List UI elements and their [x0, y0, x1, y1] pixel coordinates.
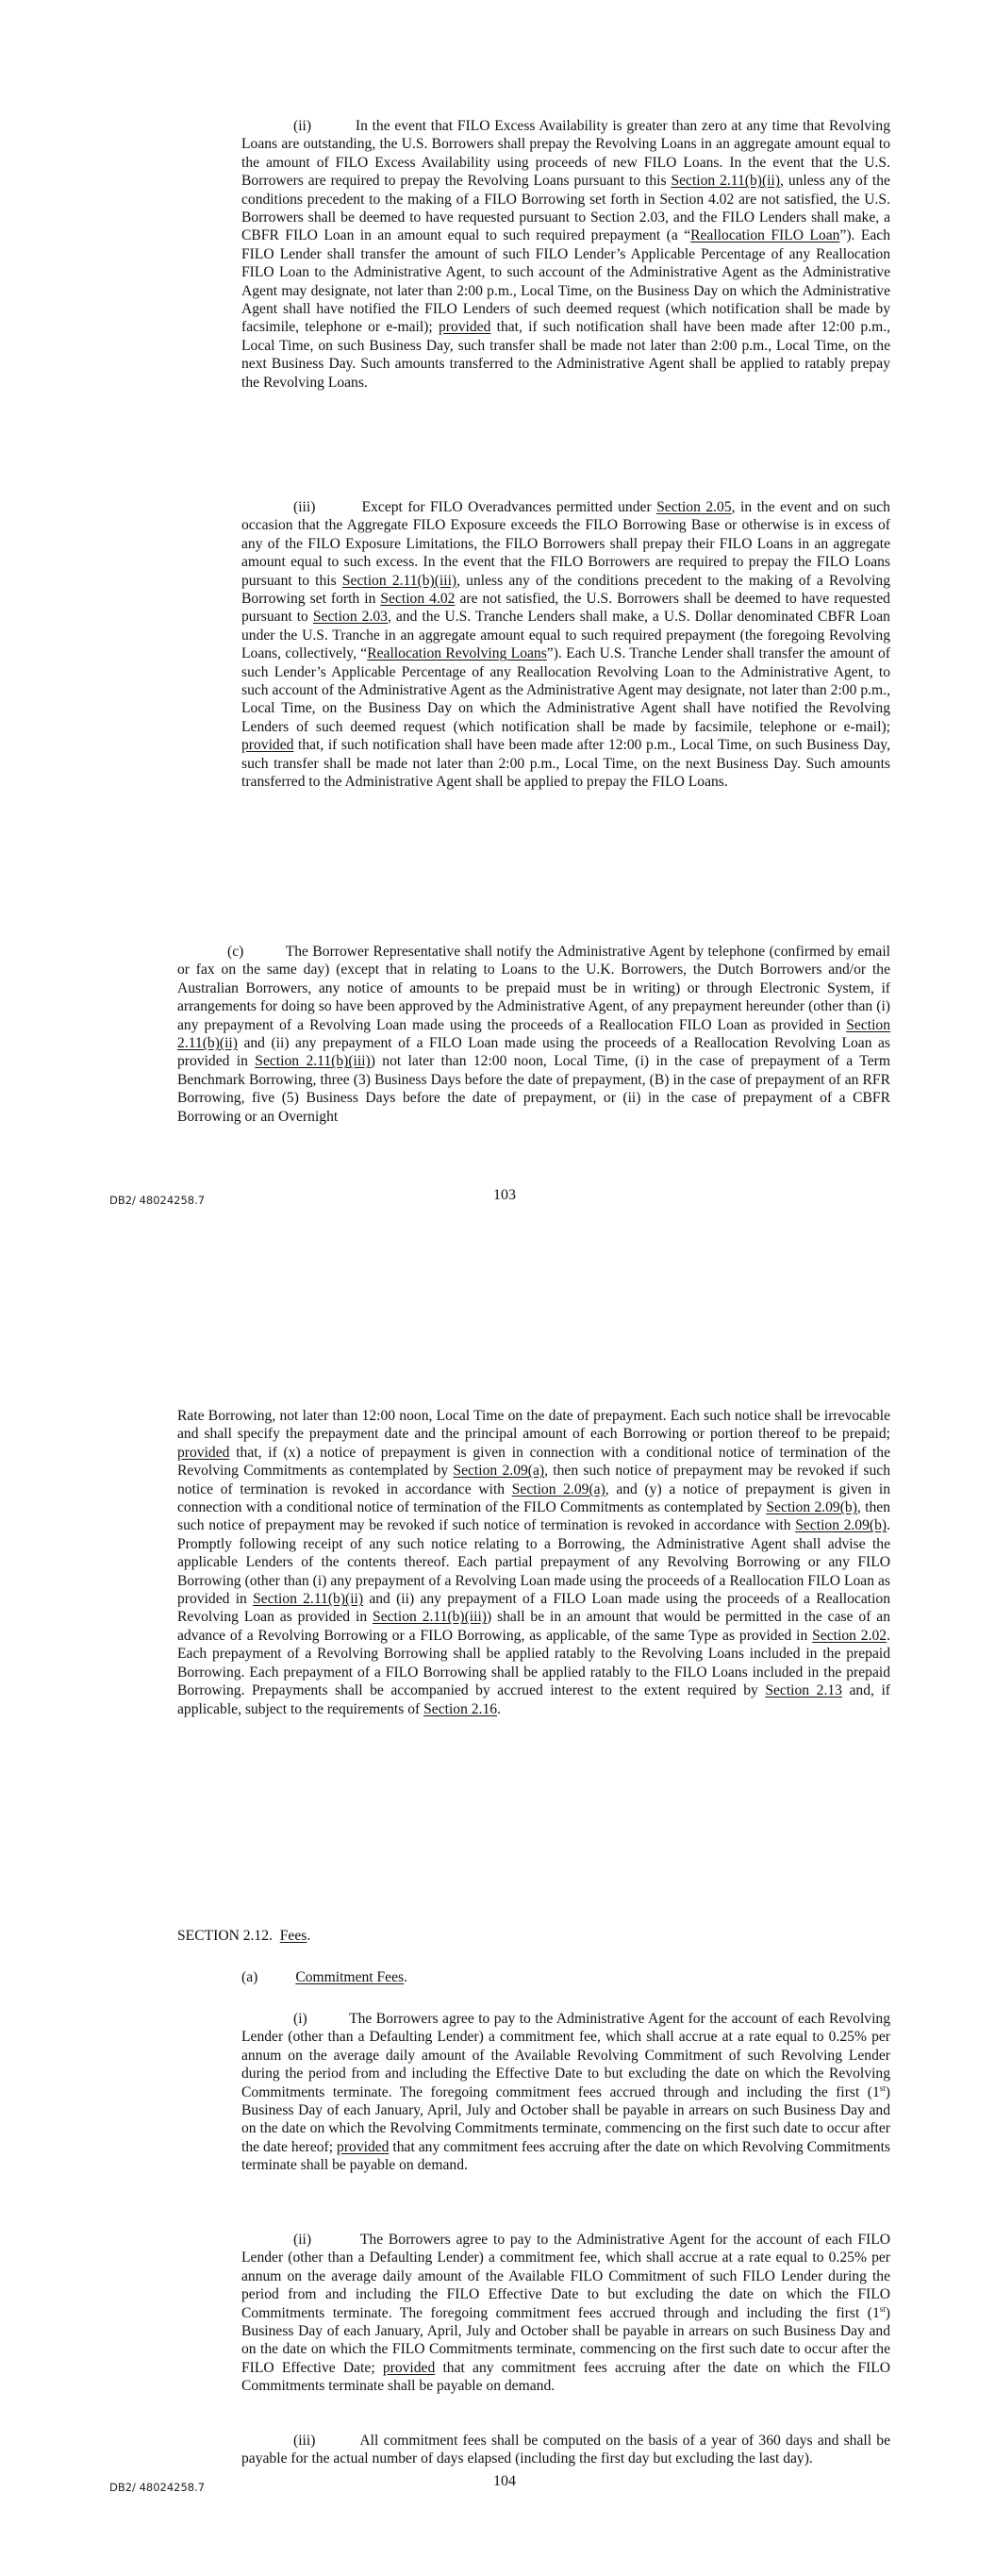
ordinal-superscript: st — [879, 2083, 886, 2093]
text-run: , unless any of the conditions precedent to the making of a Revolving Borrowing set forth in — [241, 572, 890, 608]
section-reference: Section 2.09(b) — [766, 1499, 857, 1516]
proviso-term: provided — [241, 737, 294, 754]
paragraph-marker: (i) — [293, 2011, 307, 2027]
text-run: and, if applicable, subject to the requirements of — [177, 1682, 890, 1717]
text-run: Rate Borrowing, not later than 12:00 noon, Local Time on the date of prepayment. Each such notice shall be irrevocable and shall specify the prepayment date and the principal amount of each Borrowing or portion thereof to be prepaid; — [177, 1408, 890, 1443]
section-reference: Section 2.09(a) — [511, 1480, 605, 1497]
section-reference: Section 2.11(b)(iii) — [255, 1053, 371, 1070]
document-id: DB2/ 48024258.7 — [109, 1194, 206, 1207]
text-run: and (ii) any prepayment of a FILO Loan made using the proceeds of a Reallocation Revolving Loan as provided in — [177, 1035, 890, 1070]
section-reference: Section 2.13 — [765, 1682, 842, 1699]
section-reference: Section 2.11(b)(iii) — [373, 1609, 487, 1626]
paragraph-marker: (iii) — [293, 499, 316, 515]
text-run: that, if such notification shall have been made after 12:00 p.m., Local Time, on such Business Day, such transfer shall be made not later than 2:00 p.m., Local Time, on the next Business Day. Such amounts transferred to the Administrative Agent shall be applied to ratably prepay the Revolving Loans. — [241, 319, 891, 391]
page-104 — [0, 1269, 995, 2576]
paragraph-marker: (c) — [227, 944, 244, 960]
text-run: In the event that FILO Excess Availability is greater than zero at any time that Revolving Loans are outstanding, the U.S. Borrowers shall prepay the Revolving Loans in an aggregate amount equal to the amount of FILO Excess Availability using proceeds of new FILO Loans. In the event that the U.S. Borrowers are required to prepay the Revolving Loans pursuant to this — [241, 118, 891, 190]
proviso-term: provided — [382, 2359, 436, 2376]
paragraph-marker: (iii) — [293, 2433, 316, 2449]
document-id: DB2/ 48024258.7 — [109, 2481, 206, 2494]
text-run: that any commitment fees accruing after the date on which Revolving Commitments terminate shall be payable on demand. — [241, 2138, 890, 2174]
text-run: , then such notice of prepayment may be revoked if such notice of termination is revoked in accordance with — [177, 1463, 890, 1497]
text-run: The Borrower Representative shall notify the Administrative Agent by telephone (confirmed by email or fax on the same day) (except that in relating to Loans to the U.K. Borrowers, the Dutch Borrowers and/or the Australian Borrowers, any notice of amounts to be prepaid must be in writing) or through Electronic System, if arrangements for doing so have been approved by the Administrative Agent, of any prepayment hereunder (other than (i) any prepayment of a Revolving Loan made using the proceeds of a Reallocation FILO Loan as provided in — [177, 944, 890, 1033]
heading-period: . — [404, 1969, 408, 1985]
text-run: All commitment fees shall be computed on the basis of a year of 360 days and shall be payable for the actual number of days elapsed (including the first day but excluding the last day). — [241, 2433, 890, 2467]
text-run: ) not later than 12:00 noon, Local Time, (i) in the case of prepayment of a Term Benchmark Borrowing, three (3) Business Days before the date of prepayment, (B) in the case of prepayment of an RFR Borrowing, five (5) Business Days before the date of prepayment, or (ii) in the case of prepayment of a CBFR Borrowing or an Overnight — [177, 1053, 890, 1125]
paragraph-marker: (a) — [241, 1969, 258, 1985]
paragraph-2-11-c — [177, 943, 890, 1126]
paragraph-2-12-a-iii — [241, 2432, 890, 2468]
section-heading — [177, 1927, 310, 1945]
section-reference: Section 2.02 — [812, 1627, 887, 1644]
text-run: , then such notice of prepayment may be revoked if such notice of termination is revoked in accordance with — [177, 1499, 890, 1534]
section-reference: Section 2.03 — [312, 609, 388, 626]
section-reference: Section 2.11(b)(ii) — [671, 173, 781, 190]
section-reference: Section 2.05 — [656, 499, 732, 515]
text-run: that, if such notification shall have been made after 12:00 p.m., Local Time, on such Business Day, such transfer shall be made not later than 2:00 p.m., Local Time, on the next Business Day. Such amounts transferred to the Administrative Agent shall be applied to prepay the FILO Loans. — [241, 737, 890, 791]
text-run: , and the U.S. Tranche Lenders shall make, a U.S. Dollar denominated CBFR Loan under the U.S. Tranche in an aggregate amount equal to such required prepayment (the foregoing Revolving Loans, collectively, “ — [241, 609, 890, 662]
text-run: that, if (x) a notice of prepayment is given in connection with a conditional notice of termination of the Revolving Commitments as contemplated by — [177, 1444, 890, 1480]
section-reference: Section 4.02 — [380, 591, 456, 608]
page-number: 104 — [493, 2473, 516, 2489]
page-103 — [0, 0, 995, 1269]
text-run: , unless any of the conditions precedent to the making of a FILO Borrowing set forth in Section 4.02 are not satisfied, the U.S. Borrowers shall be deemed to have requested pursuant to Section 2.03, and the FILO Lenders shall make, a CBFR FILO Loan in an amount equal to such required prepayment (a “ — [241, 173, 890, 244]
text-run: ) shall be in an amount that would be permitted in the case of an advance of a Revolving Borrowing or a FILO Borrowing, as applicable, of the same Type as provided in — [177, 1609, 891, 1644]
page-number: 103 — [493, 1187, 516, 1203]
paragraph-continuation — [177, 1407, 890, 1718]
section-number: SECTION 2.12. — [177, 1928, 273, 1944]
subsection-title: Commitment Fees — [295, 1969, 405, 1985]
section-reference: Section 2.11(b)(ii) — [253, 1591, 364, 1608]
text-run: and (ii) any prepayment of a FILO Loan made using the proceeds of a Reallocation Revolving Loan as provided in — [177, 1591, 891, 1626]
paragraph-2-11-b-ii — [241, 117, 890, 392]
text-run: Except for FILO Overadvances permitted under — [361, 499, 657, 515]
paragraph-2-11-b-iii — [241, 498, 890, 792]
defined-term: Reallocation Revolving Loans — [367, 645, 547, 662]
paragraph-2-12-a-ii — [241, 2231, 890, 2396]
proviso-term: provided — [438, 319, 491, 336]
paragraph-marker: (ii) — [293, 2232, 312, 2248]
text-run: , and (y) a notice of prepayment is given in connection with a conditional notice of termination of the FILO Commitments as contemplated by — [177, 1480, 890, 1516]
heading-period: . — [307, 1928, 311, 1944]
paragraph-2-12-a-i — [241, 2010, 890, 2175]
defined-term: Reallocation FILO Loan — [690, 227, 840, 244]
proviso-term: provided — [337, 2138, 390, 2155]
text-run: are not satisfied, the U.S. Borrowers shall be deemed to have requested pursuant to — [241, 591, 890, 626]
text-run: . — [497, 1700, 501, 1717]
section-reference: Section 2.11(b)(ii) — [177, 1016, 890, 1052]
section-reference: Section 2.16 — [423, 1700, 498, 1717]
text-run: The Borrowers agree to pay to the Administrative Agent for the account of each FILO Lender (other than a Defaulting Lender) a commitment fee, which shall accrue at a rate equal to 0.25% per annum on the average daily amount of the Available FILO Commitment of such FILO Lender during the period from and including the FILO Effective Date to but excluding the date on which the FILO Commitments terminate. The foregoing commitment fees accrued through and including the first (1 — [241, 2232, 890, 2321]
section-reference: Section 2.11(b)(iii) — [341, 572, 457, 589]
paragraph-marker: (ii) — [293, 118, 312, 134]
text-run: The Borrowers agree to pay to the Administrative Agent for the account of each Revolving Lender (other than a Defaulting Lender) a commitment fee, which shall accrue at a rate equal to 0.25% per annum on the average daily amount of the Available Revolving Commitment of such Revolving Lender during the period from and including the Effective Date to but excluding the date on which the Revolving Commitments terminate. The foregoing commitment fees accrued through and including the first (1 — [241, 2011, 890, 2100]
text-run: ) Business Day of each January, April, July and October shall be payable in arrears on such Business Day and on the date on which the Revolving Commitments terminate, commencing on the first such date to occur after the date hereof; — [241, 2083, 890, 2155]
proviso-term: provided — [177, 1444, 230, 1461]
text-run: , in the event and on such occasion that the Aggregate FILO Exposure exceeds the FILO Borrowing Base or otherwise is in excess of any of the FILO Exposure Limitations, the FILO Borrowers shall prepay their FILO Loans in an aggregate amount equal to such excess. In the event that the FILO Borrowers are required to prepay the FILO Loans pursuant to this — [241, 499, 890, 589]
text-run: ”). Each U.S. Tranche Lender shall transfer the amount of such Lender’s Applicable Percentage of any Reallocation Revolving Loan to the Administrative Agent, to such account of the Administrative Agent as the Administrative Agent may designate, not later than 2:00 p.m., Local Time, on the Business Day on which the Administrative Agent shall have notified the Revolving Lenders of such deemed request (which notification shall be made by facsimile, telephone or e-mail); — [241, 645, 891, 735]
text-run: ) Business Day of each January, April, July and October shall be payable in arrears on such Business Day and on the date on which the FILO Commitments terminate, commencing on the first such date to occur after the FILO Effective Date; — [241, 2304, 890, 2376]
text-run: that any commitment fees accruing after the date on which the FILO Commitments terminate shall be payable on demand. — [241, 2359, 890, 2395]
text-run: . Promptly following receipt of any such notice relating to a Borrowing, the Administrative Agent shall advise the applicable Lenders of the contents thereof. Each partial prepayment of any Revolving Borrowing or any FILO Borrowing (other than (i) any prepayment of a Revolving Loan made using the proceeds of a Reallocation FILO Loan as provided in — [177, 1517, 890, 1608]
text-run: . Each prepayment of a Revolving Borrowing shall be applied ratably to the Revolving Loans included in the prepaid Borrowing. Each prepayment of a FILO Borrowing shall be applied ratably to the FILO Loans included in the prepaid Borrowing. Prepayments shall be accompanied by accrued interest to the extent required by — [177, 1627, 890, 1699]
text-run: ”). Each FILO Lender shall transfer the amount of such FILO Lender’s Applicable Percentage of any Reallocation FILO Loan to the Administrative Agent, to such account of the Administrative Agent as the Administrative Agent may designate, not later than 2:00 p.m., Local Time, on the Business Day on which the Administrative Agent shall have notified the FILO Lenders of such deemed request (which notification shall be made by facsimile, telephone or e-mail); — [241, 227, 891, 336]
section-reference: Section 2.09(a) — [453, 1463, 545, 1480]
ordinal-superscript: st — [879, 2303, 886, 2314]
section-title: Fees — [279, 1928, 307, 1944]
section-reference: Section 2.09(b) — [795, 1517, 887, 1534]
subsection-heading — [241, 1968, 407, 1986]
